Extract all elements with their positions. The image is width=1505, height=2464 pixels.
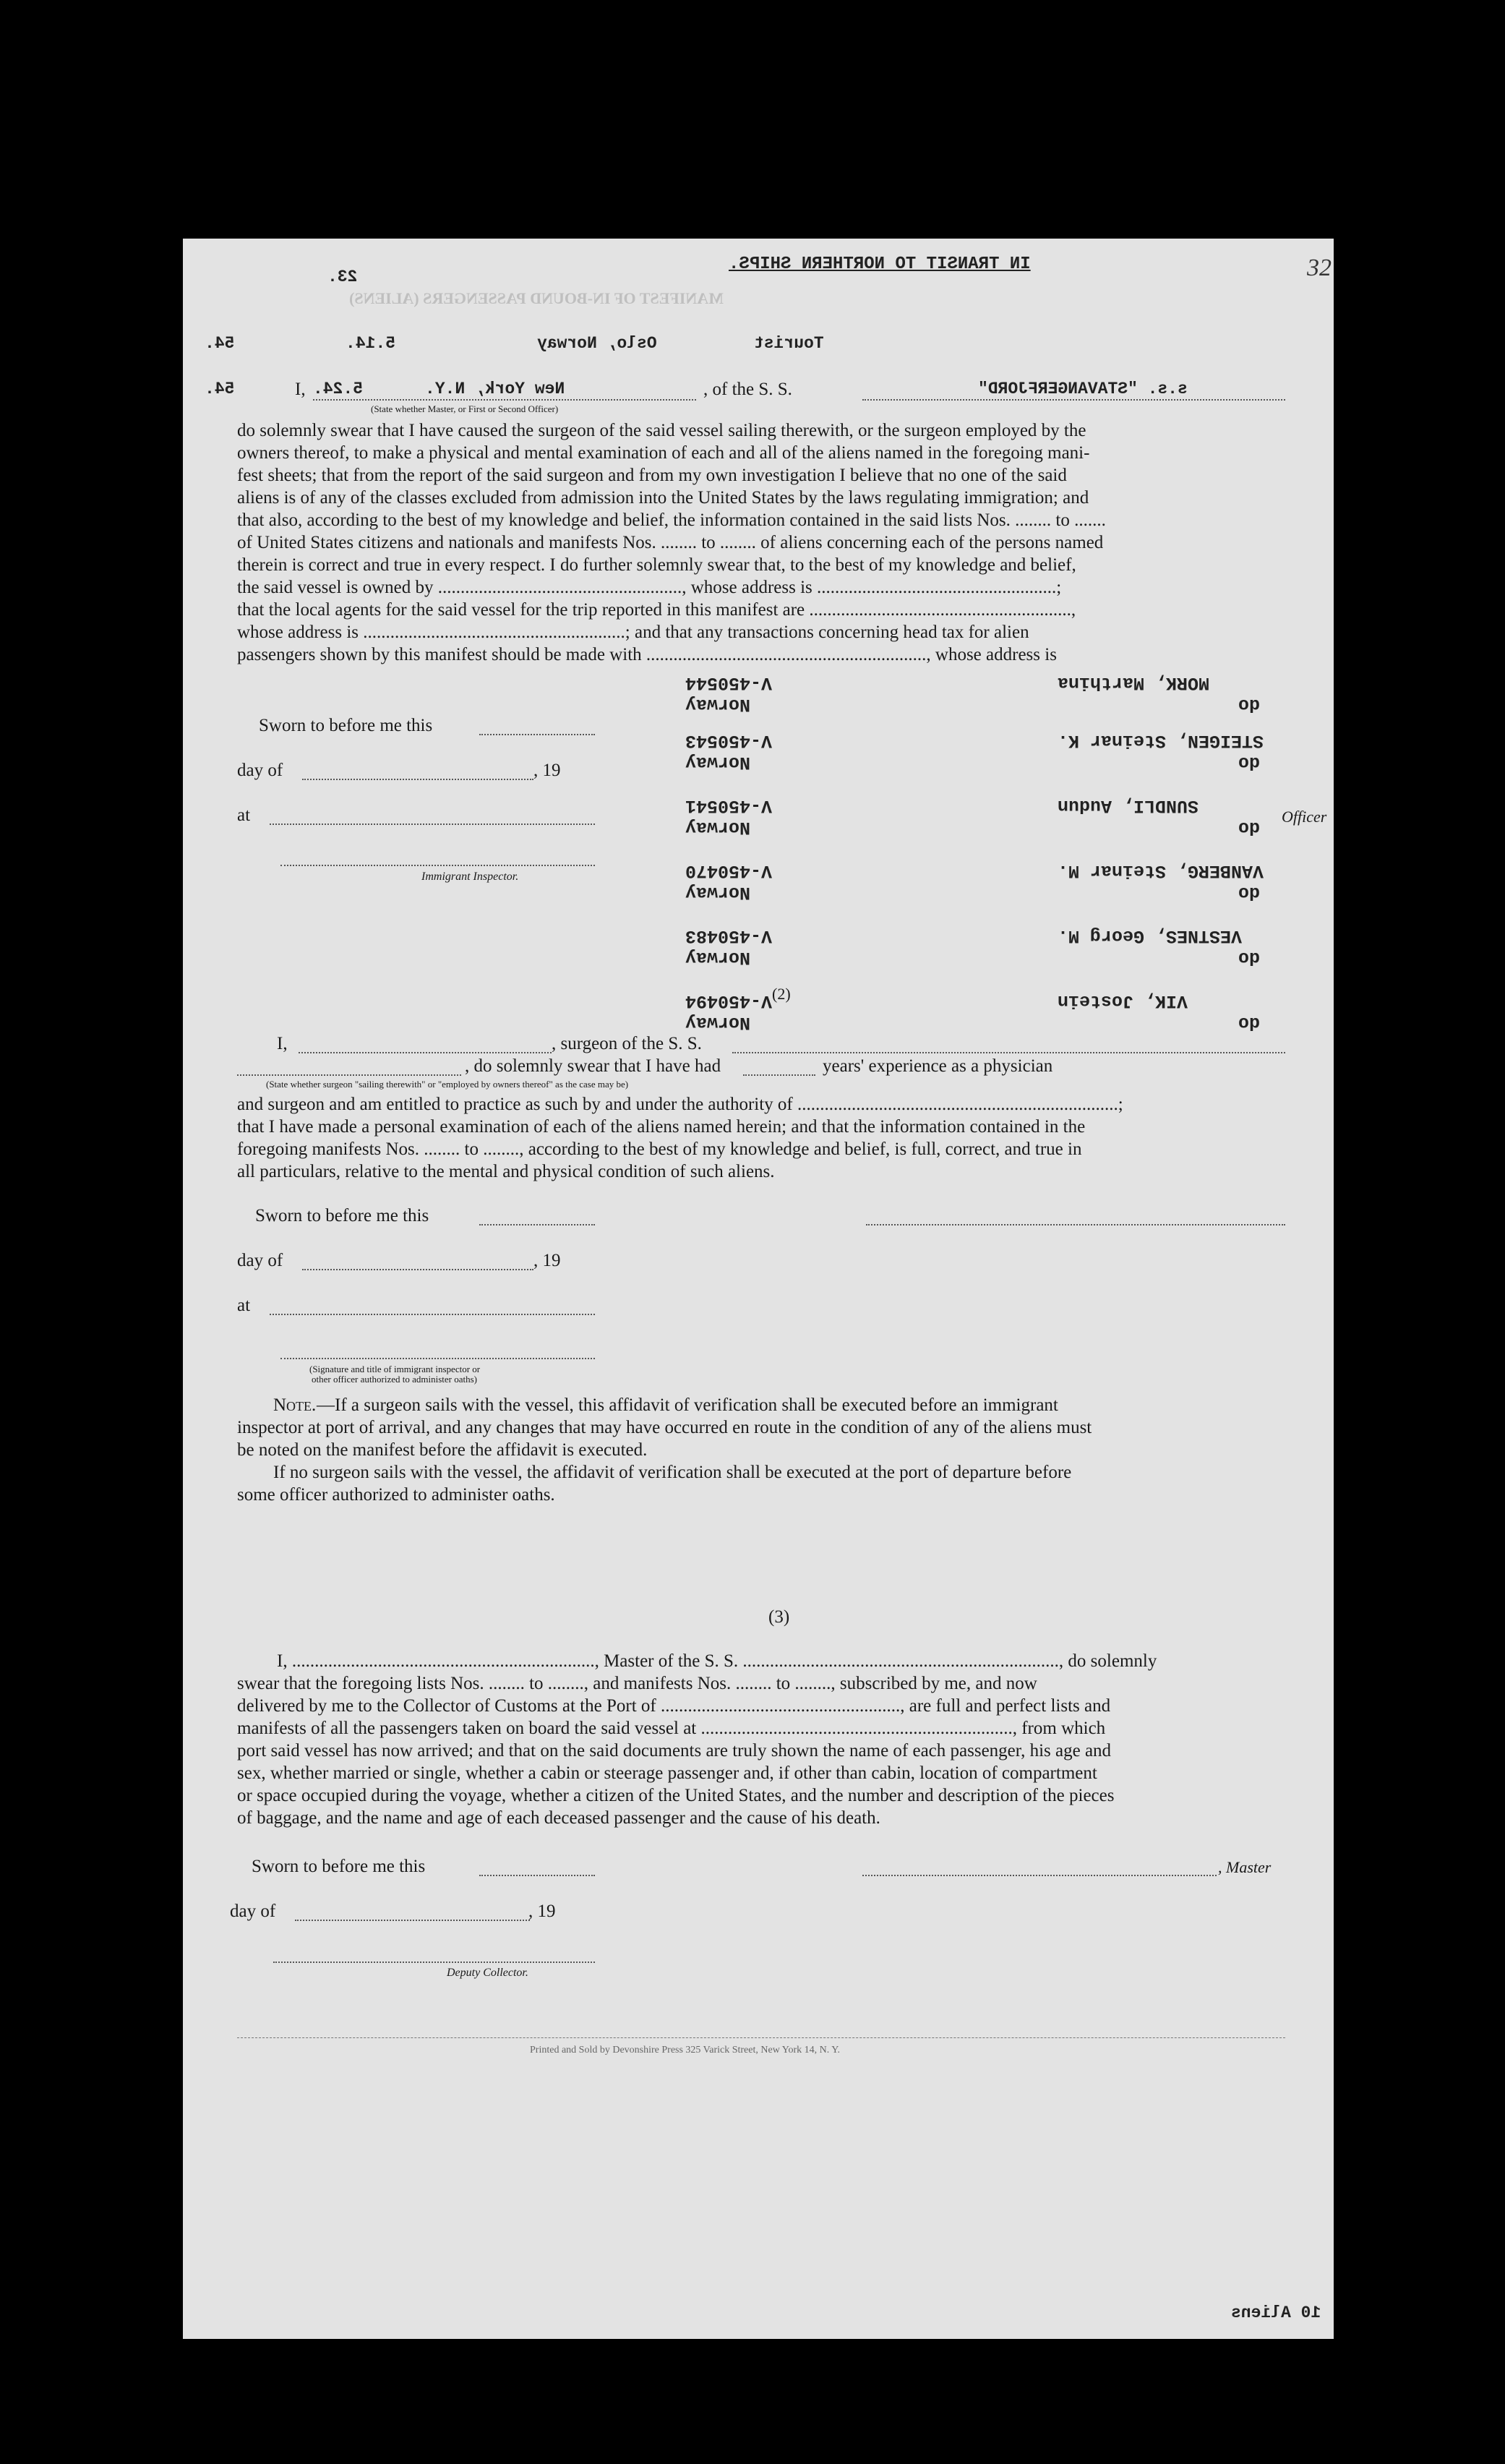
collector-label: Deputy Collector. xyxy=(447,1967,528,1979)
aff1-at: at xyxy=(237,805,251,825)
passenger-country: Norway xyxy=(685,694,751,715)
punch-hole xyxy=(1373,2009,1411,2061)
punch-hole xyxy=(1379,1220,1418,1259)
aff1-sworn: Sworn to before me this xyxy=(259,716,433,735)
aff2-marker: (2) xyxy=(772,985,791,1003)
passenger-sub: do xyxy=(1238,817,1261,838)
passenger-name: VIK, Jostein xyxy=(1058,991,1188,1011)
aff3-line-6: sex, whether married or single, whether a cabin or steerage passenger and, if other than cabin, location of compartment xyxy=(237,1763,1097,1783)
oath-year: 54. xyxy=(205,380,235,398)
passenger-sub: do xyxy=(1238,882,1261,903)
aff3-line-8: of baggage, and the name and age of each deceased passenger and the cause of his death. xyxy=(237,1808,880,1828)
aff1-line-1: do solemnly swear that I have caused the surgeon of the said vessel sailing therewith, or the surgeon employed by the xyxy=(237,421,1086,440)
note-line-1: —If a surgeon sails with the vessel, this affidavit of verification shall be executed before an immigrant xyxy=(317,1395,1058,1415)
note-label: Note. xyxy=(273,1395,317,1415)
passenger-name: VANBERG, Steinar M. xyxy=(1058,860,1264,881)
class-date: 5.14. xyxy=(346,334,396,353)
aff1-line-10: whose address is ..........................................................; and that any transactions concerning head tax for alien xyxy=(237,623,1029,642)
note-line-2: inspector at port of arrival, and any changes that may have occurred en route in the condition of any of the aliens must xyxy=(237,1418,1092,1437)
aff3-line-5: port said vessel has now arrived; and that on the said documents are truly shown the name of each passenger, his age and xyxy=(237,1741,1112,1761)
aff2-surgeon-of: , surgeon of the S. S. xyxy=(552,1034,702,1053)
page-number: 23. xyxy=(327,268,358,286)
oath-date: 5.24. xyxy=(313,380,364,398)
punch-hole xyxy=(1378,1676,1417,1715)
aff1-line-6: of United States citizens and nationals and manifests Nos. ........ to ........ of aliens concerning each of the persons named xyxy=(237,533,1104,552)
handwritten-number: 32 xyxy=(1307,254,1332,281)
note-line-4: If no surgeon sails with the vessel, the affidavit of verification shall be executed at the port of departure before xyxy=(273,1463,1072,1482)
aff2-line-4: all particulars, relative to the mental and physical condition of such aliens. xyxy=(237,1162,775,1181)
aff3-line-1: I, ..................................................................., Master of the S. S. ......................................................................, do solemnly xyxy=(277,1651,1157,1671)
aff2-note: (State whether surgeon "sailing therewith" or "employed by owners thereof" as the case may be) xyxy=(266,1079,629,1090)
class-port: Oslo, Norway xyxy=(537,334,657,353)
class-year: 54. xyxy=(205,334,235,353)
aff3-master: , Master xyxy=(1218,1858,1272,1876)
aff1-line-4: aliens is of any of the classes excluded from admission into the United States by the laws regulating immigration; and xyxy=(237,488,1089,508)
oath-intro: I, xyxy=(295,380,306,399)
punch-hole xyxy=(1378,888,1417,927)
punch-hole xyxy=(1384,286,1419,320)
aff1-line-8: the said vessel is owned by ......................................................, whose address is .....................................................; xyxy=(237,578,1062,597)
passenger-country: Norway xyxy=(685,947,751,968)
aff3-line-3: delivered by me to the Collector of Customs at the Port of ....................................................., are full and perfect lists and xyxy=(237,1696,1111,1716)
passenger-visa: V-450543 xyxy=(685,730,773,751)
passenger-name: SUNDLI, Audun xyxy=(1058,795,1199,816)
aff3-line-7: or space occupied during the voyage, whether a citizen of the United States, and the number and description of the pieces xyxy=(237,1786,1115,1805)
aff2-sworn: Sworn to before me this xyxy=(255,1206,429,1225)
aff2-years: years' experience as a physician xyxy=(823,1056,1053,1076)
inspector-label: Immigrant Inspector. xyxy=(421,870,519,883)
aff2-line-1: and surgeon and am entitled to practice as such by and under the authority of .......................................................................; xyxy=(237,1095,1123,1114)
passenger-name: MORK, Marthina xyxy=(1058,672,1210,693)
aff1-nineteen: , 19 xyxy=(533,761,561,780)
note-line-5: some officer authorized to administer oaths. xyxy=(237,1485,555,1505)
passenger-visa: V-450544 xyxy=(685,672,773,693)
aff2-at: at xyxy=(237,1296,251,1315)
faded-title: MANIFEST OF IN-BOUND PASSENGERS (ALIENS) xyxy=(349,289,724,307)
aff2-day-of: day of xyxy=(237,1251,283,1270)
officer-note: (State whether Master, or First or Second Officer) xyxy=(371,403,559,414)
transit-heading: IN TRANSIT TO NORTHERN SHIPS. xyxy=(729,254,1031,274)
note-line-3: be noted on the manifest before the affidavit is executed. xyxy=(237,1440,648,1460)
passenger-country: Norway xyxy=(685,817,751,838)
passenger-country: Norway xyxy=(685,752,751,773)
aff1-line-5: that also, according to the best of my knowledge and belief, the information contained in the said lists Nos. ........ to ....... xyxy=(237,510,1106,530)
passenger-sub: do xyxy=(1238,694,1261,715)
class-tourist: Tourist xyxy=(754,334,824,353)
punch-hole xyxy=(1379,768,1418,807)
aff3-marker: (3) xyxy=(768,1607,790,1627)
passenger-name: STEIGEN, Steinar K. xyxy=(1058,730,1264,751)
aff2-swear: , do solemnly swear that I have had xyxy=(465,1056,721,1076)
aff2-sig-note-2: other officer authorized to administer oaths) xyxy=(312,1374,477,1385)
officer-label: Officer xyxy=(1282,808,1327,826)
aff3-line-4: manifests of all the passengers taken on board the said vessel at ....................................................................., from which xyxy=(237,1719,1106,1738)
aff1-day-of: day of xyxy=(237,761,283,780)
aliens-count: 10 Aliens xyxy=(1231,2303,1321,2322)
aff3-sworn: Sworn to before me this xyxy=(252,1857,426,1876)
passenger-visa: V-450541 xyxy=(685,795,773,816)
aff2-line-2: that I have made a personal examination of each of the aliens named herein; and that the information contained in the xyxy=(237,1117,1086,1137)
punch-hole xyxy=(1388,401,1423,452)
passenger-visa: V-450483 xyxy=(685,925,773,946)
oath-port: New York, N.Y. xyxy=(425,380,565,398)
vessel-name: s.s. "STAVANGERFJORD" xyxy=(978,380,1188,398)
aff2-intro: I, xyxy=(277,1034,288,1053)
aff1-line-2: owners thereof, to make a physical and mental examination of each and all of the aliens named in the foregoing mani- xyxy=(237,443,1090,463)
passenger-name: VESTNES, Georg M. xyxy=(1058,925,1243,946)
aff2-sig-note-1: (Signature and title of immigrant inspector or xyxy=(309,1364,481,1374)
aff2-line-3: foregoing manifests Nos. ........ to ........, according to the best of my knowledge and belief, is full, correct, and true in xyxy=(237,1139,1082,1159)
aff1-line-7: therein is correct and true in every respect. I do further solemnly swear that, to the best of my knowledge and belief, xyxy=(237,555,1076,575)
passenger-sub: do xyxy=(1238,752,1261,773)
passenger-visa: V-450470 xyxy=(685,860,773,881)
aff3-line-2: swear that the foregoing lists Nos. ........ to ........, and manifests Nos. ........ to ........, subscribed by me, and now xyxy=(237,1674,1037,1693)
aff1-line-9: that the local agents for the said vessel for the trip reported in this manifest are .........................................................., xyxy=(237,600,1076,620)
manifest-sheet xyxy=(183,239,1334,2339)
passenger-country: Norway xyxy=(685,882,751,903)
aff3-day-of: day of xyxy=(230,1902,276,1921)
aff1-line-3: fest sheets; that from the report of the said surgeon and from my own investigation I believe that no one of the said xyxy=(237,466,1067,485)
passenger-sub: do xyxy=(1238,947,1261,968)
passenger-sub: do xyxy=(1238,1012,1261,1033)
aff3-nineteen: , 19 xyxy=(528,1902,556,1921)
aff2-nineteen: , 19 xyxy=(533,1251,561,1270)
aff1-line-11: passengers shown by this manifest should be made with .............................................................., whose address is xyxy=(237,645,1057,664)
of-ss-label: , of the S. S. xyxy=(703,380,792,399)
passenger-country: Norway xyxy=(685,1012,751,1033)
printer-credit: Printed and Sold by Devonshire Press 325 Varick Street, New York 14, N. Y. xyxy=(530,2045,841,2056)
passenger-visa: V-450494 xyxy=(685,991,773,1011)
punch-hole xyxy=(1379,1554,1418,1594)
